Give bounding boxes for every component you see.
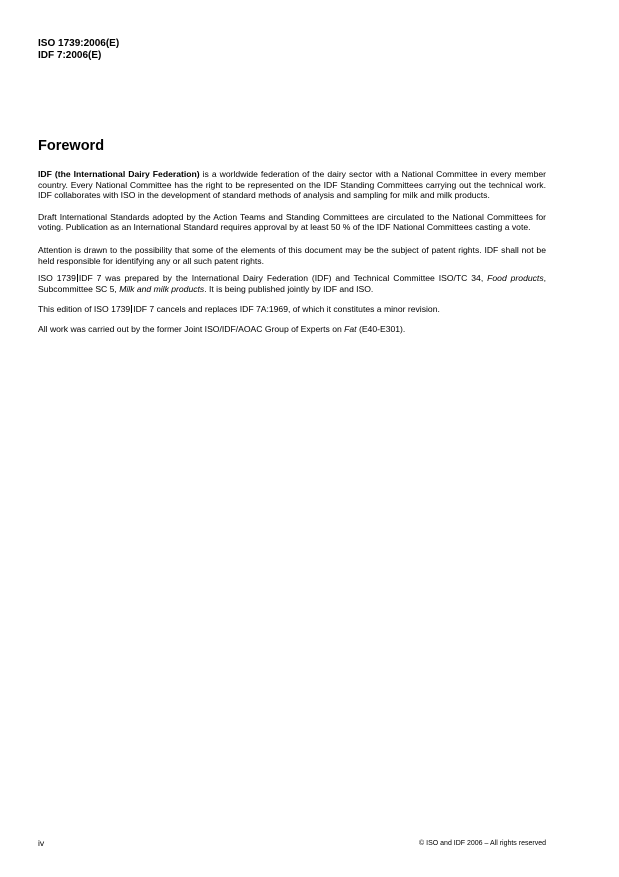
- copyright-notice: © ISO and IDF 2006 – All rights reserved: [419, 840, 546, 847]
- paragraph-draft-standards: Draft International Standards adopted by the Action Teams and Standing Committees are circulated to the National Committees for voting. Publication as an International Standard requires approval by at least 50 % of the IDF National Committees casting a vote.: [38, 211, 546, 233]
- preparation-part1: ISO 1739: [38, 273, 76, 284]
- header-idf-reference: IDF 7:2006(E): [38, 50, 102, 61]
- document-header: [38, 38, 119, 62]
- preparation-part3: , Subcommittee SC 5,: [38, 273, 547, 294]
- work-group-part1: All work was carried out by the former Joint ISO/IDF/AOAC Group of Experts on: [38, 323, 345, 334]
- page-title: Foreword: [38, 138, 105, 154]
- paragraph-edition: [38, 304, 546, 315]
- paragraph-preparation: [38, 273, 546, 294]
- preparation-part4: . It is being published jointly by IDF and ISO.: [204, 283, 374, 294]
- food-products-italic: Food products: [487, 273, 544, 284]
- foreword-body: [38, 169, 546, 347]
- header-iso-reference: ISO 1739:2006(E): [38, 38, 120, 49]
- edition-part2: IDF 7 cancels and replaces IDF 7A:1969, of which it constitutes a minor revision.: [133, 304, 440, 315]
- fat-italic: Fat: [344, 323, 357, 334]
- preparation-part2: IDF 7 was prepared by the International Dairy Federation (IDF) and Technical Committee ISO/TC 34,: [78, 273, 488, 284]
- page-number: iv: [38, 838, 45, 848]
- idf-description-text: is a worldwide federation of the dairy sector with a National Committee in every member country. Every National Committee has the right to be represented on the IDF Standing Committees carrying out the technical work. IDF collaborates with ISO in the development of standard methods of analysis and sampling for milk and milk products.: [38, 169, 546, 201]
- paragraph-patent-rights: Attention is drawn to the possibility that some of the elements of this document may be the subject of patent rights. IDF shall not be held responsible for identifying any or all such patent rights.: [38, 244, 546, 266]
- work-group-part2: (E40-E301).: [356, 323, 406, 334]
- edition-part1: This edition of ISO 1739: [38, 304, 131, 315]
- milk-products-italic: Milk and milk products: [119, 283, 205, 294]
- vertical-bar-separator: [77, 274, 78, 282]
- idf-bold-lead: IDF (the International Dairy Federation): [38, 169, 200, 179]
- paragraph-idf-description: [38, 169, 546, 201]
- paragraph-work-group: [38, 324, 546, 335]
